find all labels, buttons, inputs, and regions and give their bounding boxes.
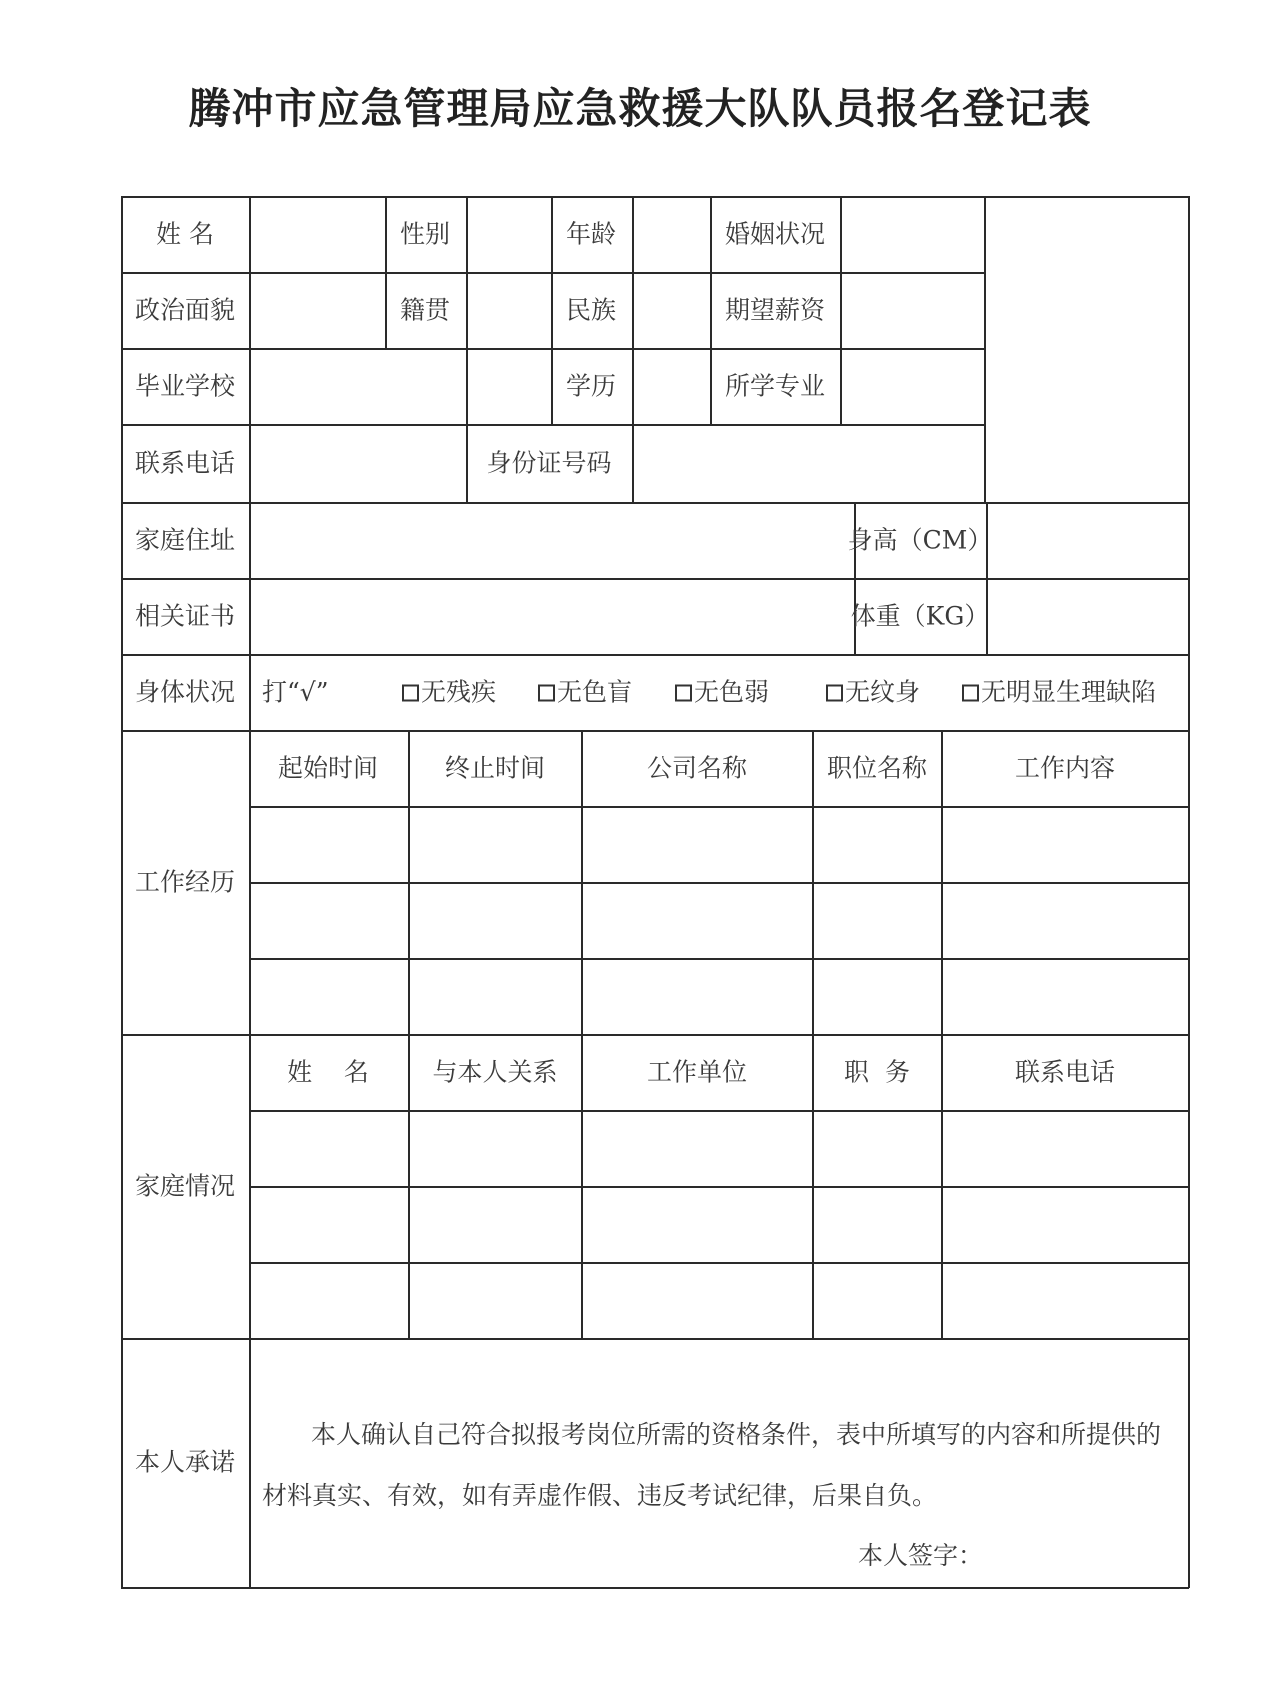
- weight-field[interactable]: [988, 580, 1187, 653]
- marital-status-label: 婚姻状况: [724, 219, 826, 249]
- checkbox-icon[interactable]: [826, 685, 843, 702]
- age-label: 年龄: [565, 219, 617, 249]
- work-row[interactable]: [251, 884, 1187, 957]
- table-border: [121, 1034, 1189, 1036]
- address-field[interactable]: [251, 504, 853, 577]
- political-status-label: 政治面貌: [134, 295, 236, 325]
- work-header-position: 职位名称: [826, 753, 928, 783]
- signature-label: 本人签字：: [858, 1541, 984, 1570]
- height-field[interactable]: [988, 504, 1187, 577]
- phone-label: 联系电话: [134, 448, 236, 478]
- option-no-color-blindness[interactable]: 无色盲: [538, 680, 632, 705]
- table-border: [121, 1587, 1189, 1589]
- family-row[interactable]: [251, 1264, 1187, 1337]
- expected-salary-label: 期望薪资: [724, 295, 826, 325]
- school-field[interactable]: [251, 350, 550, 423]
- checkbox-icon[interactable]: [402, 685, 419, 702]
- family-header-phone: 联系电话: [1014, 1057, 1116, 1087]
- pledge-text-line1: 本人确认自己符合拟报考岗位所需的资格条件，表中所填写的内容和所提供的: [311, 1420, 1162, 1449]
- id-number-field[interactable]: [634, 426, 983, 501]
- work-header-content: 工作内容: [1014, 753, 1116, 783]
- family-header-relation: 与本人关系: [432, 1057, 558, 1087]
- gender-field[interactable]: [468, 198, 550, 271]
- table-border: [121, 1338, 1189, 1340]
- major-label: 所学专业: [724, 371, 826, 401]
- table-border: [121, 654, 1189, 656]
- form-title: 腾冲市应急管理局应急救援大队队员报名登记表: [188, 84, 1092, 133]
- family-header-name: 姓 名: [287, 1057, 369, 1087]
- id-number-label: 身份证号码: [486, 448, 612, 478]
- native-place-field[interactable]: [468, 274, 550, 347]
- photo-area[interactable]: [986, 198, 1187, 501]
- marital-status-field[interactable]: [842, 198, 983, 271]
- phone-field[interactable]: [251, 426, 465, 501]
- certificates-field[interactable]: [251, 580, 853, 653]
- signature-field[interactable]: [990, 1535, 1180, 1579]
- table-border: [121, 730, 1189, 732]
- major-field[interactable]: [842, 350, 983, 423]
- family-header-duty: 职 务: [844, 1057, 910, 1087]
- political-status-field[interactable]: [251, 274, 384, 347]
- table-border: [1188, 196, 1190, 1588]
- option-no-disability[interactable]: 无残疾: [402, 680, 496, 705]
- checkbox-icon[interactable]: [962, 685, 979, 702]
- school-label: 毕业学校: [134, 371, 236, 401]
- family-row[interactable]: [251, 1112, 1187, 1185]
- work-row[interactable]: [251, 808, 1187, 881]
- option-no-color-weakness[interactable]: 无色弱: [675, 680, 769, 705]
- family-header-employer: 工作单位: [646, 1057, 748, 1087]
- option-no-tattoo[interactable]: 无纹身: [826, 680, 920, 705]
- name-label: 姓 名: [156, 219, 214, 249]
- height-label: 身高（CM）: [847, 525, 993, 555]
- checkbox-icon[interactable]: [675, 685, 692, 702]
- education-field[interactable]: [634, 350, 709, 423]
- expected-salary-field[interactable]: [842, 274, 983, 347]
- family-label: 家庭情况: [134, 1171, 236, 1201]
- option-no-physical-defect[interactable]: 无明显生理缺陷: [962, 680, 1156, 705]
- work-experience-label: 工作经历: [134, 867, 236, 897]
- work-header-company: 公司名称: [646, 753, 748, 783]
- table-border: [121, 196, 123, 1588]
- education-label: 学历: [565, 371, 617, 401]
- family-row[interactable]: [251, 1188, 1187, 1261]
- age-field[interactable]: [634, 198, 709, 271]
- native-place-label: 籍贯: [399, 295, 451, 325]
- ethnicity-label: 民族: [565, 295, 617, 325]
- physical-condition-label: 身体状况: [134, 677, 236, 707]
- name-field[interactable]: [251, 198, 384, 271]
- work-header-end: 终止时间: [444, 753, 546, 783]
- pledge-label: 本人承诺: [134, 1447, 236, 1477]
- check-instruction: 打“√”: [262, 677, 329, 707]
- gender-label: 性别: [399, 219, 451, 249]
- ethnicity-field[interactable]: [634, 274, 709, 347]
- pledge-text-line2: 材料真实、有效，如有弄虚作假、违反考试纪律，后果自负。: [262, 1481, 938, 1510]
- work-row[interactable]: [251, 960, 1187, 1033]
- weight-label: 体重（KG）: [850, 601, 990, 631]
- certificates-label: 相关证书: [134, 601, 236, 631]
- table-border: [551, 196, 553, 424]
- table-border: [385, 196, 387, 348]
- table-border: [710, 196, 712, 424]
- work-header-start: 起始时间: [277, 753, 379, 783]
- checkbox-icon[interactable]: [538, 685, 555, 702]
- address-label: 家庭住址: [134, 525, 236, 555]
